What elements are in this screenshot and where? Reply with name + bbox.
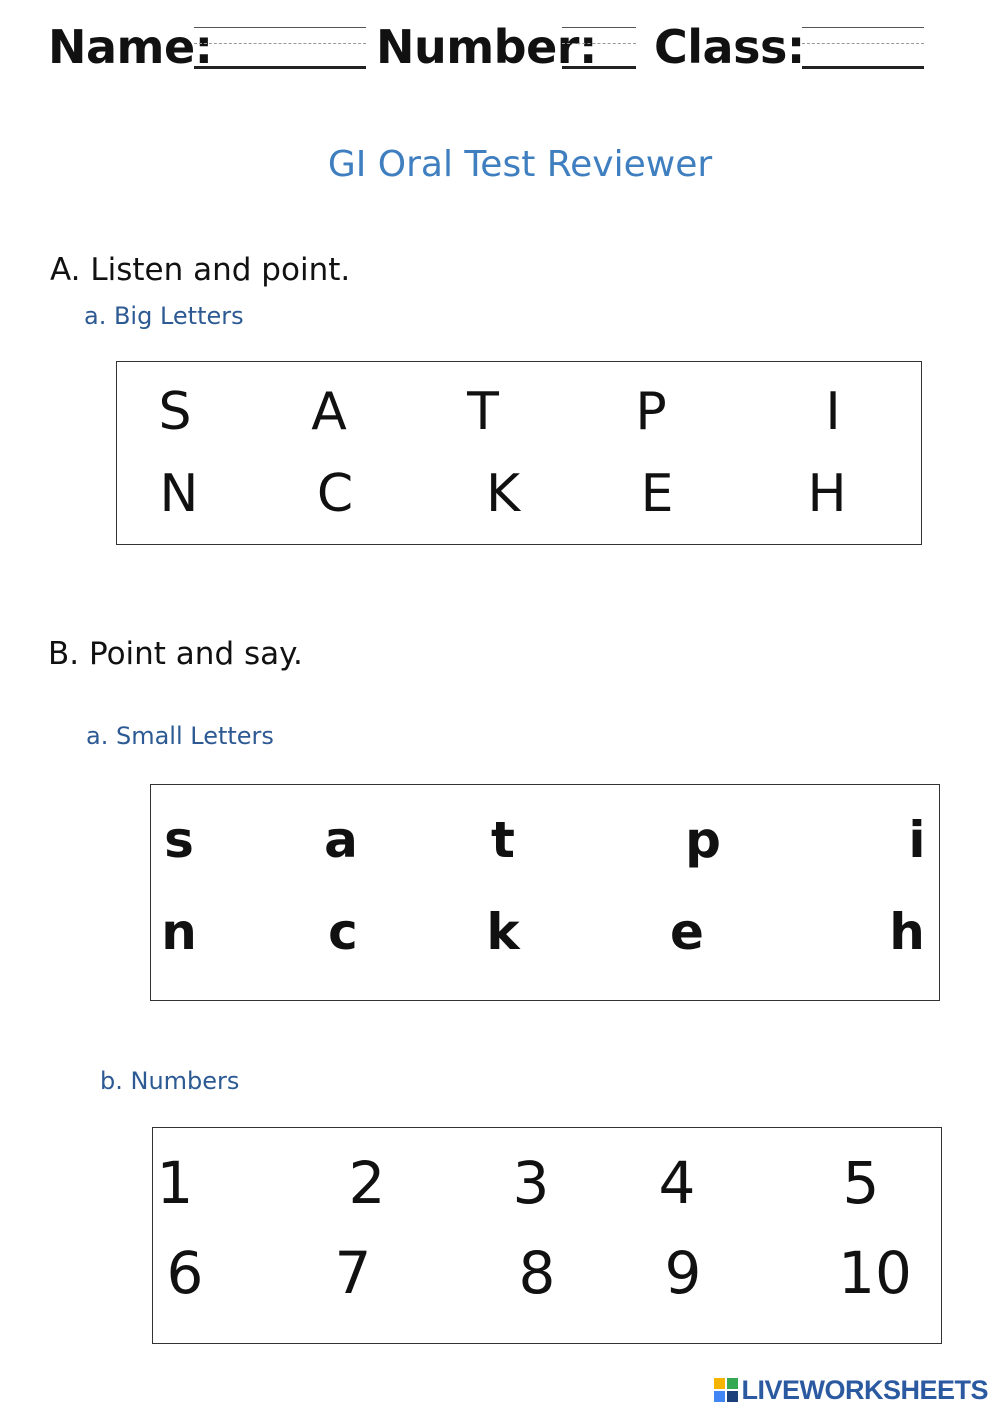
number-cell: 6: [166, 1239, 204, 1307]
logo-text: LIVEWORKSHEETS: [741, 1374, 988, 1405]
number-cell: 1: [156, 1149, 194, 1217]
letter-cell: h: [889, 903, 925, 961]
liveworksheets-logo[interactable]: [714, 1372, 988, 1408]
letter-cell: A: [311, 382, 347, 442]
section-b-heading: B. Point and say.: [48, 636, 303, 672]
number-cell: 2: [348, 1149, 386, 1217]
letter-cell: t: [491, 811, 515, 869]
letter-cell: s: [164, 811, 194, 869]
numbers-box: [152, 1127, 942, 1344]
letter-cell: P: [635, 382, 667, 442]
number-label: Number:: [376, 20, 597, 74]
number-cell: 7: [334, 1239, 372, 1307]
name-field[interactable]: [194, 27, 366, 69]
class-field[interactable]: [802, 27, 924, 69]
letter-cell: K: [485, 464, 521, 524]
number-cell: 10: [838, 1239, 912, 1307]
letter-cell: e: [670, 903, 704, 961]
big-letters-subheading: a. Big Letters: [84, 302, 244, 330]
small-letters-subheading: a. Small Letters: [86, 722, 274, 750]
name-label: Name:: [48, 20, 213, 74]
letter-cell: a: [324, 811, 358, 869]
letter-cell: k: [486, 903, 520, 961]
letter-cell: C: [316, 464, 354, 524]
letter-cell: H: [807, 464, 847, 524]
number-cell: 4: [658, 1149, 696, 1217]
letter-cell: N: [159, 464, 199, 524]
number-cell: 3: [512, 1149, 550, 1217]
letter-cell: n: [161, 903, 197, 961]
letter-cell: T: [467, 382, 499, 442]
number-field[interactable]: [562, 27, 636, 69]
number-cell: 5: [842, 1149, 880, 1217]
section-a-heading: A. Listen and point.: [50, 252, 351, 288]
letter-cell: c: [328, 903, 358, 961]
letter-cell: i: [908, 811, 926, 869]
liveworksheets-logo-icon: [714, 1378, 738, 1402]
class-label: Class:: [654, 20, 805, 74]
numbers-subheading: b. Numbers: [100, 1067, 240, 1095]
letter-cell: E: [640, 464, 674, 524]
letter-cell: S: [158, 382, 192, 442]
big-letters-box: [116, 361, 922, 545]
number-cell: 9: [664, 1239, 702, 1307]
number-cell: 8: [518, 1239, 556, 1307]
letter-cell: p: [685, 811, 721, 869]
letter-cell: I: [825, 382, 841, 442]
page-title: GI Oral Test Reviewer: [327, 144, 713, 185]
small-letters-box: [150, 784, 940, 1001]
